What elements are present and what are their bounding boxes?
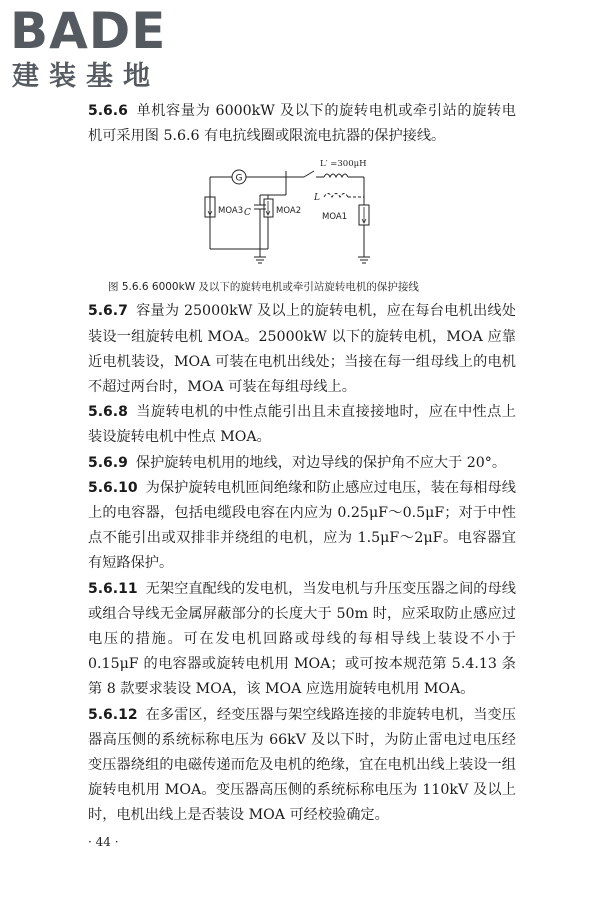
page-content: [88, 99, 516, 851]
clause-5-6-10: [88, 476, 516, 577]
clause-5-6-8: [88, 400, 516, 450]
logo-subtitle: 建装基地: [12, 61, 160, 92]
moa2-label: MOA2: [276, 206, 302, 217]
clause-5-6-9: [88, 451, 516, 476]
inductor-label: L′ =300μH: [320, 159, 367, 170]
clause-5-6-12: [88, 703, 516, 829]
clause-text: 当旋转电机的中性点能引出且未直接接地时，应在中性点上装设旋转电机中性点 MOA。: [88, 404, 516, 446]
clause-5-6-7: [88, 299, 516, 400]
clause-number: 5.6.10: [88, 479, 138, 496]
clause-text: 在多雷区，经变压器与架空线路连接的非旋转电机，当变压器高压侧的系统标称电压为 66kV 及以下时，为防止雷电过电压经变压器绕组的电磁传递而危及电机的绝缘，宜在电机出线上装设一组旋转电机用 MOA。变压器高压侧的系统标称电压为 110kV 及以上时，电机出线上是否装设 MOA 可经校验确定。: [88, 706, 516, 824]
clause-text: 单机容量为 6000kW 及以下的旋转电机或牵引站的旋转电机可采用图 5.6.6 有电抗线圈或限流电抗器的保护接线。: [88, 103, 516, 145]
bade-logo: [10, 2, 180, 96]
clause-number: 5.6.12: [88, 706, 138, 723]
clause-number: 5.6.9: [88, 454, 128, 471]
l-label: L: [314, 193, 320, 204]
capacitor-label: C: [244, 208, 251, 219]
protection-wiring-diagram: [196, 157, 406, 273]
generator-label: G: [235, 173, 243, 184]
figure-caption: 图 5.6.6 6000kW 及以下的旋转电机或牵引站旋转电机的保护接线: [108, 281, 419, 294]
logo-wordmark: BADE: [10, 2, 167, 60]
clause-text: 为保护旋转电机匝间绝缘和防止感应过电压，装在每相母线上的电容器，包括电缆段电容在内应为 0.25μF～0.5μF；对于中性点不能引出或双排非并绕组的电机，应为 1.5μF～2μF。电容器宜有短路保护。: [88, 479, 516, 572]
reactor-dashed: [324, 194, 348, 198]
figure-5-6-6: [88, 157, 516, 273]
clause-5-6-6: [88, 99, 516, 149]
inductor-symbol: [324, 174, 348, 177]
clause-text: 保护旋转电机用的地线，对边导线的保护角不应大于 20°。: [135, 454, 507, 471]
clause-number: 5.6.6: [88, 103, 128, 119]
clause-number: 5.6.11: [88, 580, 138, 597]
moa1-label: MOA1: [322, 212, 348, 223]
clause-number: 5.6.7: [88, 303, 128, 320]
moa3-label: MOA3: [218, 206, 244, 217]
clause-number: 5.6.8: [88, 404, 128, 421]
clause-text: 无架空直配线的发电机，当发电机与升压变压器之间的母线或组合导线无金属屏蔽部分的长度大于 50m 时，应采取防止感应过电压的措施。可在发电机回路或母线的每相导线上装设不小于 0.15μF 的电容器或旋转电机用 MOA；或可按本规范第 5.4.13 条第 8 款要求装设 MOA，该 MOA 应选用旋转电机用 MOA。: [88, 580, 516, 698]
page-number: · 44 ·: [88, 834, 119, 849]
clause-5-6-11: [88, 577, 516, 703]
clause-text: 容量为 25000kW 及以上的旋转电机，应在每台电机出线处装设一组旋转电机 MOA。25000kW 以下的旋转电机，MOA 应靠近电机装设，MOA 可装在电机出线处；当接在每一组母线上的电机不超过两台时，MOA 可装在每组母线上。: [88, 303, 516, 396]
